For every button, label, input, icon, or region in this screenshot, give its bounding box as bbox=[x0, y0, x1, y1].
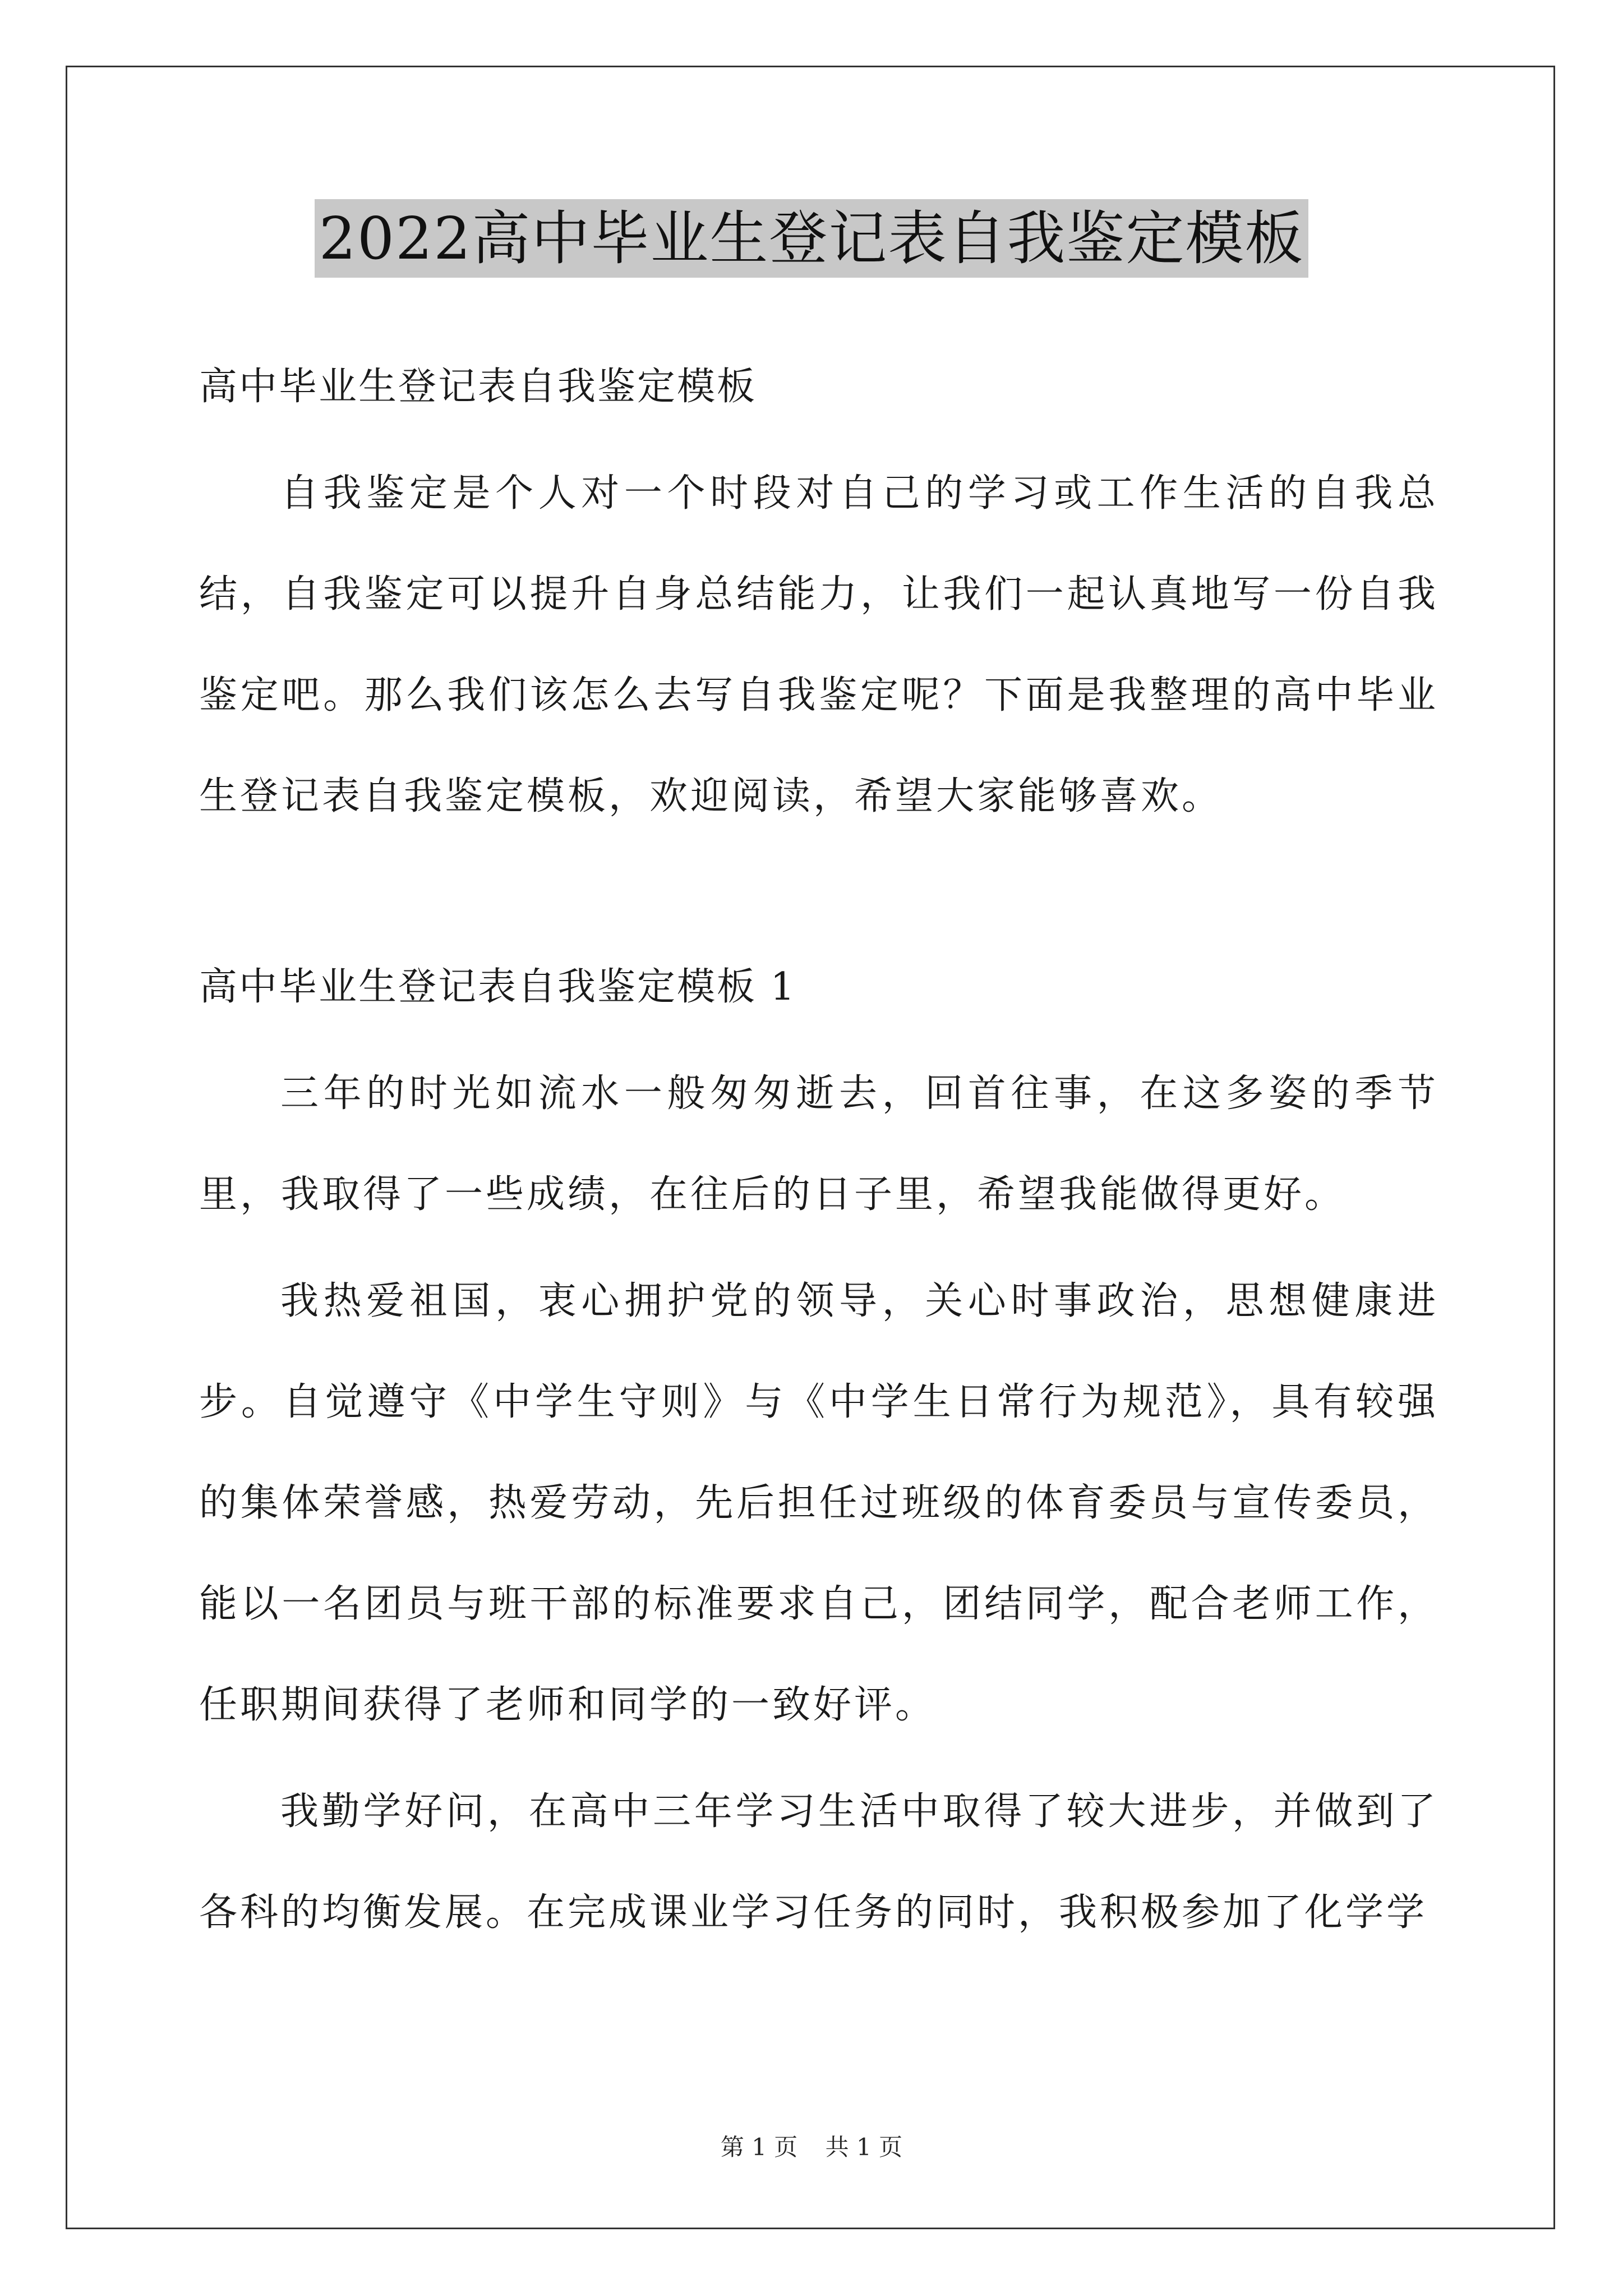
section1-paragraph-1: 三年的时光如流水一般匆匆逝去，回首往事，在这多姿的季节里，我取得了一些成绩，在往后的日子里，希望我能做得更好。 bbox=[199, 1071, 1438, 1217]
page-footer bbox=[0, 2129, 1623, 2162]
title-wrap bbox=[0, 199, 1623, 278]
page-number-current: 第 1 页 bbox=[720, 2133, 798, 2161]
intro-paragraph: 自我鉴定是个人对一个时段对自己的学习或工作生活的自我总结，自我鉴定可以提升自身总结能力，让我们一起认真地写一份自我鉴定吧。那么我们该怎么去写自我鉴定呢？下面是我整理的高中毕业生登记表自我鉴定模板，欢迎阅读，希望大家能够喜欢。 bbox=[199, 471, 1438, 818]
section1-paragraph-2: 我热爱祖国，衷心拥护党的领导，关心时事政治，思想健康进步。自觉遵守《中学生守则》与《中学生日常行为规范》，具有较强的集体荣誉感，热爱劳动，先后担任过班级的体育委员与宣传委员，能以一名团员与班干部的标准要求自己，团结同学，配合老师工作，任职期间获得了老师和同学的一致好评。 bbox=[199, 1279, 1438, 1727]
section1-paragraph-3: 我勤学好问，在高中三年学习生活中取得了较大进步，并做到了各科的均衡发展。在完成课业学习任务的同时，我积极参加了化学学 bbox=[199, 1789, 1438, 1935]
document-body bbox=[199, 337, 1438, 1963]
document-title: 2022高中毕业生登记表自我鉴定模板 bbox=[315, 199, 1309, 278]
page-number-total: 共 1 页 bbox=[825, 2133, 903, 2161]
section1-heading: 高中毕业生登记表自我鉴定模板 1 bbox=[199, 965, 796, 1009]
intro-heading: 高中毕业生登记表自我鉴定模板 bbox=[199, 365, 757, 409]
